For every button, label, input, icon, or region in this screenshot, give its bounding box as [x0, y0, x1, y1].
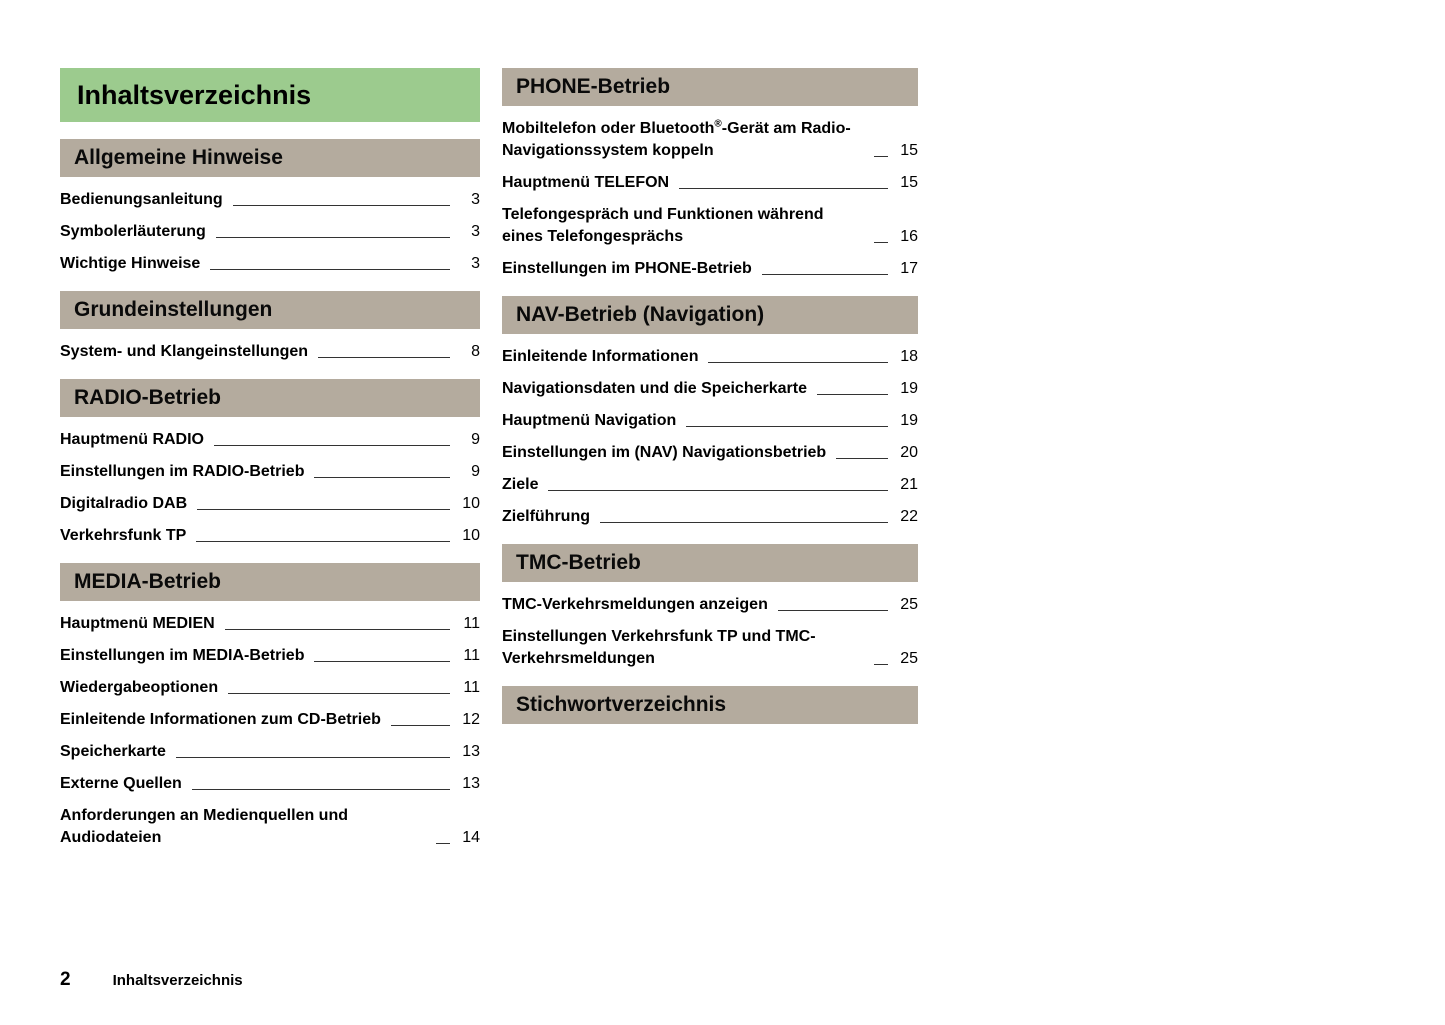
- page-title: Inhaltsverzeichnis: [60, 68, 480, 122]
- leader-line: [548, 490, 888, 491]
- leader-line: [391, 725, 450, 726]
- leader-line: [214, 445, 450, 446]
- section-header: NAV-Betrieb (Navigation): [502, 296, 918, 334]
- toc-sections-right: [502, 68, 918, 724]
- toc-entry-page-number: 13: [462, 743, 480, 760]
- toc-entry: [502, 626, 918, 670]
- toc-entry-label: Mobiltelefon oder Bluetooth®-Gerät am Radio-Navigationssystem koppeln: [502, 118, 851, 159]
- toc-entry: [502, 258, 918, 280]
- toc-entry-page-number: 17: [900, 260, 918, 277]
- toc-entry-page-number: 9: [471, 463, 480, 480]
- leader-line: [197, 509, 450, 510]
- toc-entry-page-number: 3: [471, 191, 480, 208]
- toc-entry-label: Hauptmenü TELEFON: [502, 174, 670, 191]
- toc-entry-label: Bedienungsanleitung: [60, 191, 223, 208]
- toc-entry: [60, 253, 480, 275]
- toc-entry-label: Hauptmenü MEDIEN: [60, 615, 215, 632]
- leader-line: [836, 458, 888, 459]
- footer-section-label: Inhaltsverzeichnis: [112, 972, 243, 989]
- toc-entry: [60, 613, 480, 635]
- leader-line: [192, 789, 450, 790]
- toc-entry-label: Einleitende Informationen zum CD-Betrieb: [60, 711, 381, 728]
- toc-entry: [502, 474, 918, 496]
- toc-entry: [60, 741, 480, 763]
- toc-entry-label: Einstellungen im PHONE-Betrieb: [502, 260, 752, 277]
- toc-entry: [60, 805, 480, 849]
- toc-entry-label: Verkehrsfunk TP: [60, 527, 187, 544]
- toc-entry: [60, 221, 480, 243]
- toc-entry-page-number: 10: [462, 527, 480, 544]
- toc-entry-page-number: 25: [900, 650, 918, 667]
- toc-entry-label: Einleitende Informationen: [502, 348, 699, 365]
- toc-entry: [502, 594, 918, 616]
- toc-entry: [60, 773, 480, 795]
- toc-entry-label: Zielführung: [502, 508, 590, 525]
- toc-entry: [60, 341, 480, 363]
- toc-entry-page-number: 20: [900, 444, 918, 461]
- toc-entry-label: Hauptmenü RADIO: [60, 431, 204, 448]
- toc-entry-page-number: 10: [462, 495, 480, 512]
- leader-line: [708, 362, 888, 363]
- toc-entry: [60, 709, 480, 731]
- toc-entry-page-number: 15: [900, 142, 918, 159]
- toc-entry-label: Einstellungen Verkehrsfunk TP und TMC-Verkehrsmeldungen: [502, 628, 816, 667]
- section-header: PHONE-Betrieb: [502, 68, 918, 106]
- section-header: RADIO-Betrieb: [60, 379, 480, 417]
- toc-entry: [502, 346, 918, 368]
- toc-column-left: [60, 68, 480, 859]
- toc-entry: [60, 677, 480, 699]
- toc-entry-label: Externe Quellen: [60, 775, 182, 792]
- toc-entry: [502, 172, 918, 194]
- leader-line: [196, 541, 450, 542]
- toc-entry-label: TMC-Verkehrsmeldungen anzeigen: [502, 596, 768, 613]
- toc-entry: [502, 118, 918, 162]
- toc-entry: [502, 442, 918, 464]
- leader-line: [762, 274, 888, 275]
- leader-line: [314, 477, 450, 478]
- footer-page-number: 2: [60, 969, 71, 990]
- toc-entry-label: Einstellungen im RADIO-Betrieb: [60, 463, 305, 480]
- page-footer: [60, 969, 243, 991]
- section-header: TMC-Betrieb: [502, 544, 918, 582]
- toc-entry-page-number: 8: [471, 343, 480, 360]
- toc-entry-label: Anforderungen an Medienquellen und Audiodateien: [60, 807, 348, 846]
- toc-entry-page-number: 11: [463, 615, 480, 632]
- toc-entry-page-number: 14: [462, 829, 480, 846]
- toc-entry-label: Navigationsdaten und die Speicherkarte: [502, 380, 807, 397]
- toc-entry-page-number: 11: [463, 679, 480, 696]
- toc-entry-page-number: 19: [900, 412, 918, 429]
- toc-entry-page-number: 3: [471, 223, 480, 240]
- toc-entry: [60, 525, 480, 547]
- toc-entry-label: System- und Klangeinstellungen: [60, 343, 309, 360]
- toc-entry-page-number: 16: [900, 228, 918, 245]
- toc-entry-label: Wiedergabeoptionen: [60, 679, 219, 696]
- leader-line: [225, 629, 450, 630]
- toc-entry-label: Einstellungen im (NAV) Navigationsbetrieb: [502, 444, 827, 461]
- leader-line: [874, 156, 888, 157]
- toc-entry-page-number: 15: [900, 174, 918, 191]
- toc-entry: [60, 461, 480, 483]
- toc-entry-label: Speicherkarte: [60, 743, 166, 760]
- toc-entry: [60, 645, 480, 667]
- leader-line: [436, 843, 450, 844]
- toc-entry-label: Einstellungen im MEDIA-Betrieb: [60, 647, 305, 664]
- toc-sections-left: [60, 139, 480, 849]
- section-header: MEDIA-Betrieb: [60, 563, 480, 601]
- toc-entry-label: Symbolerläuterung: [60, 223, 206, 240]
- toc-entry-page-number: 25: [900, 596, 918, 613]
- section-header: Stichwortverzeichnis: [502, 686, 918, 724]
- toc-entry-label: Wichtige Hinweise: [60, 255, 201, 272]
- leader-line: [817, 394, 888, 395]
- section-header: Allgemeine Hinweise: [60, 139, 480, 177]
- toc-entry: [60, 493, 480, 515]
- toc-entry-page-number: 11: [463, 647, 480, 664]
- toc-entry: [502, 410, 918, 432]
- leader-line: [778, 610, 888, 611]
- leader-line: [679, 188, 888, 189]
- toc-columns: [60, 68, 918, 859]
- registered-trademark-symbol: ®: [714, 118, 722, 130]
- leader-line: [314, 661, 450, 662]
- leader-line: [233, 205, 450, 206]
- toc-entry-page-number: 21: [900, 476, 918, 493]
- toc-entry-page-number: 3: [471, 255, 480, 272]
- toc-entry: [502, 506, 918, 528]
- leader-line: [874, 242, 888, 243]
- leader-line: [210, 269, 450, 270]
- toc-entry-page-number: 9: [471, 431, 480, 448]
- leader-line: [874, 664, 888, 665]
- toc-column-right: [502, 68, 918, 736]
- toc-entry: [60, 429, 480, 451]
- leader-line: [176, 757, 450, 758]
- leader-line: [600, 522, 888, 523]
- toc-entry-page-number: 12: [462, 711, 480, 728]
- leader-line: [686, 426, 888, 427]
- toc-entry: [502, 204, 918, 248]
- leader-line: [318, 357, 450, 358]
- toc-entry-label: Digitalradio DAB: [60, 495, 188, 512]
- toc-entry-page-number: 18: [900, 348, 918, 365]
- toc-entry-label: Hauptmenü Navigation: [502, 412, 677, 429]
- section-header: Grundeinstellungen: [60, 291, 480, 329]
- toc-entry-page-number: 19: [900, 380, 918, 397]
- toc-entry: [502, 378, 918, 400]
- leader-line: [216, 237, 450, 238]
- toc-entry: [60, 189, 480, 211]
- toc-entry-label: Telefongespräch und Funktionen während eines Telefongesprächs: [502, 206, 824, 245]
- leader-line: [228, 693, 450, 694]
- toc-entry-page-number: 22: [900, 508, 918, 525]
- toc-entry-label: Ziele: [502, 476, 539, 493]
- toc-entry-page-number: 13: [462, 775, 480, 792]
